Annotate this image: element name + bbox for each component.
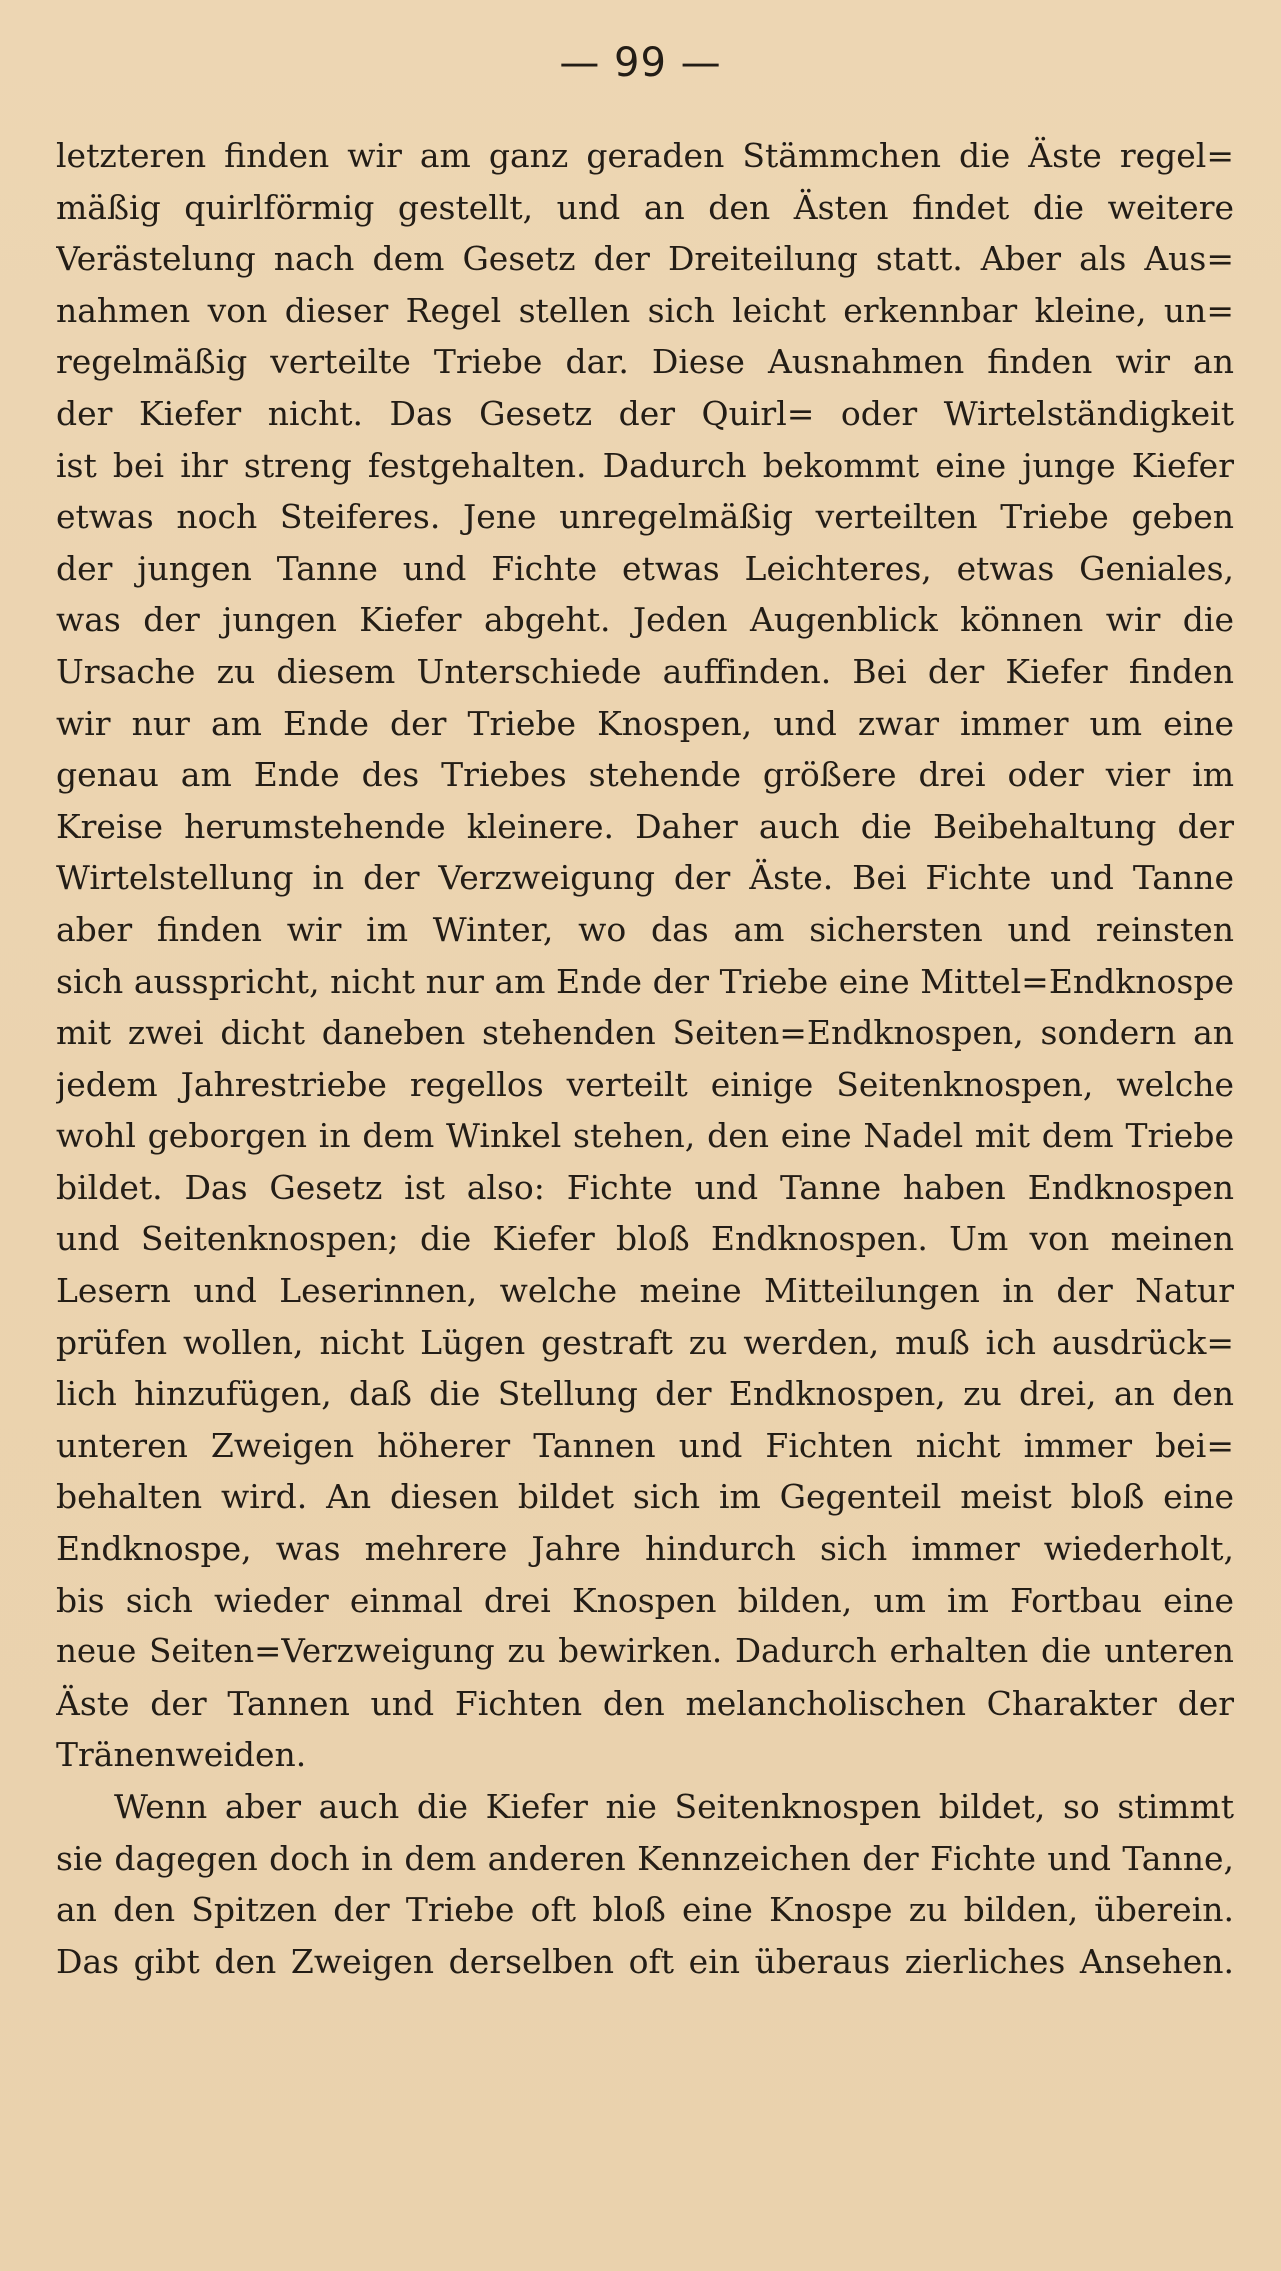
paragraph (56, 130, 1234, 1781)
text-line: mäßig quirlförmig gestellt, und an den Ästen findet die weitere (56, 187, 1234, 227)
body-text (56, 130, 1234, 1987)
text-line: an den Spitzen der Triebe oft bloß eine Knospe zu bilden, überein. (56, 1890, 1234, 1930)
text-line: regelmäßig verteilte Triebe dar. Diese Ausnahmen finden wir an (56, 342, 1234, 382)
text-line: was der jungen Kiefer abgeht. Jeden Augenblick können wir die (56, 600, 1234, 640)
page-number: — 99 — (559, 40, 722, 86)
text-line: mit zwei dicht daneben stehenden Seiten=Endknospen, sondern an (56, 1013, 1234, 1053)
text-line: Kreise herumstehende kleinere. Daher auch die Beibehaltung der (56, 806, 1234, 846)
text-line: wohl geborgen in dem Winkel stehen, den eine Nadel mit dem Triebe (56, 1116, 1234, 1156)
paragraph (56, 1781, 1234, 1987)
text-line: unteren Zweigen höherer Tannen und Fichten nicht immer bei= (56, 1425, 1234, 1465)
text-line: behalten wird. An diesen bildet sich im Gegenteil meist bloß eine (56, 1477, 1234, 1517)
text-line: letzteren finden wir am ganz geraden Stämmchen die Äste regel= (56, 136, 1234, 175)
text-line: Wirtelstellung in der Verzweigung der Äste. Bei Fichte und Tanne (56, 858, 1234, 898)
text-line: bis sich wieder einmal drei Knospen bilden, um im Fortbau eine (56, 1580, 1234, 1620)
text-line: Das gibt den Zweigen derselben oft ein überaus zierliches Ansehen. (56, 1941, 1234, 1981)
text-line: bildet. Das Gesetz ist also: Fichte und Tanne haben Endknospen (56, 1167, 1234, 1207)
text-line: Endknospe, was mehrere Jahre hindurch sich immer wiederholt, (56, 1529, 1234, 1569)
text-line: Lesern und Leserinnen, welche meine Mitteilungen in der Natur (56, 1271, 1234, 1311)
text-line: jedem Jahrestriebe regellos verteilt einige Seitenknospen, welche (56, 1064, 1234, 1104)
text-line: der Kiefer nicht. Das Gesetz der Quirl= oder Wirtelständigkeit (56, 393, 1234, 433)
text-line: Ursache zu diesem Unterschiede auffinden. Bei der Kiefer finden (56, 651, 1234, 691)
text-line: nahmen von dieser Regel stellen sich leicht erkennbar kleine, un= (56, 290, 1234, 330)
text-line: Verästelung nach dem Gesetz der Dreiteilung statt. Aber als Aus= (56, 239, 1234, 279)
text-line: und Seitenknospen; die Kiefer bloß Endknospen. Um von meinen (56, 1219, 1234, 1259)
text-line: neue Seiten=Verzweigung zu bewirken. Dadurch erhalten die unteren (56, 1632, 1234, 1671)
text-line: Äste der Tannen und Fichten den melancholischen Charakter der (56, 1683, 1234, 1723)
text-line: etwas noch Steiferes. Jene unregelmäßig verteilten Triebe geben (56, 497, 1234, 537)
text-line: der jungen Tanne und Fichte etwas Leichteres, etwas Geniales, (56, 548, 1234, 588)
text-line: sich ausspricht, nicht nur am Ende der Triebe eine Mittel=Endknospe (56, 961, 1234, 1001)
text-line: Wenn aber auch die Kiefer nie Seitenknospen bildet, so stimmt (114, 1787, 1234, 1826)
text-line: Tränenweiden. (56, 1735, 307, 1775)
text-line: aber finden wir im Winter, wo das am sichersten und reinsten (56, 909, 1234, 949)
text-line: prüfen wollen, nicht Lügen gestraft zu werden, muß ich ausdrück= (56, 1322, 1234, 1362)
text-line: genau am Ende des Triebes stehende größere drei oder vier im (56, 755, 1234, 795)
text-line: lich hinzufügen, daß die Stellung der Endknospen, zu drei, an den (56, 1374, 1234, 1414)
text-line: sie dagegen doch in dem anderen Kennzeichen der Fichte und Tanne, (56, 1838, 1234, 1878)
text-line: ist bei ihr streng festgehalten. Dadurch bekommt eine junge Kiefer (56, 445, 1234, 485)
text-line: wir nur am Ende der Triebe Knospen, und zwar immer um eine (56, 703, 1234, 743)
